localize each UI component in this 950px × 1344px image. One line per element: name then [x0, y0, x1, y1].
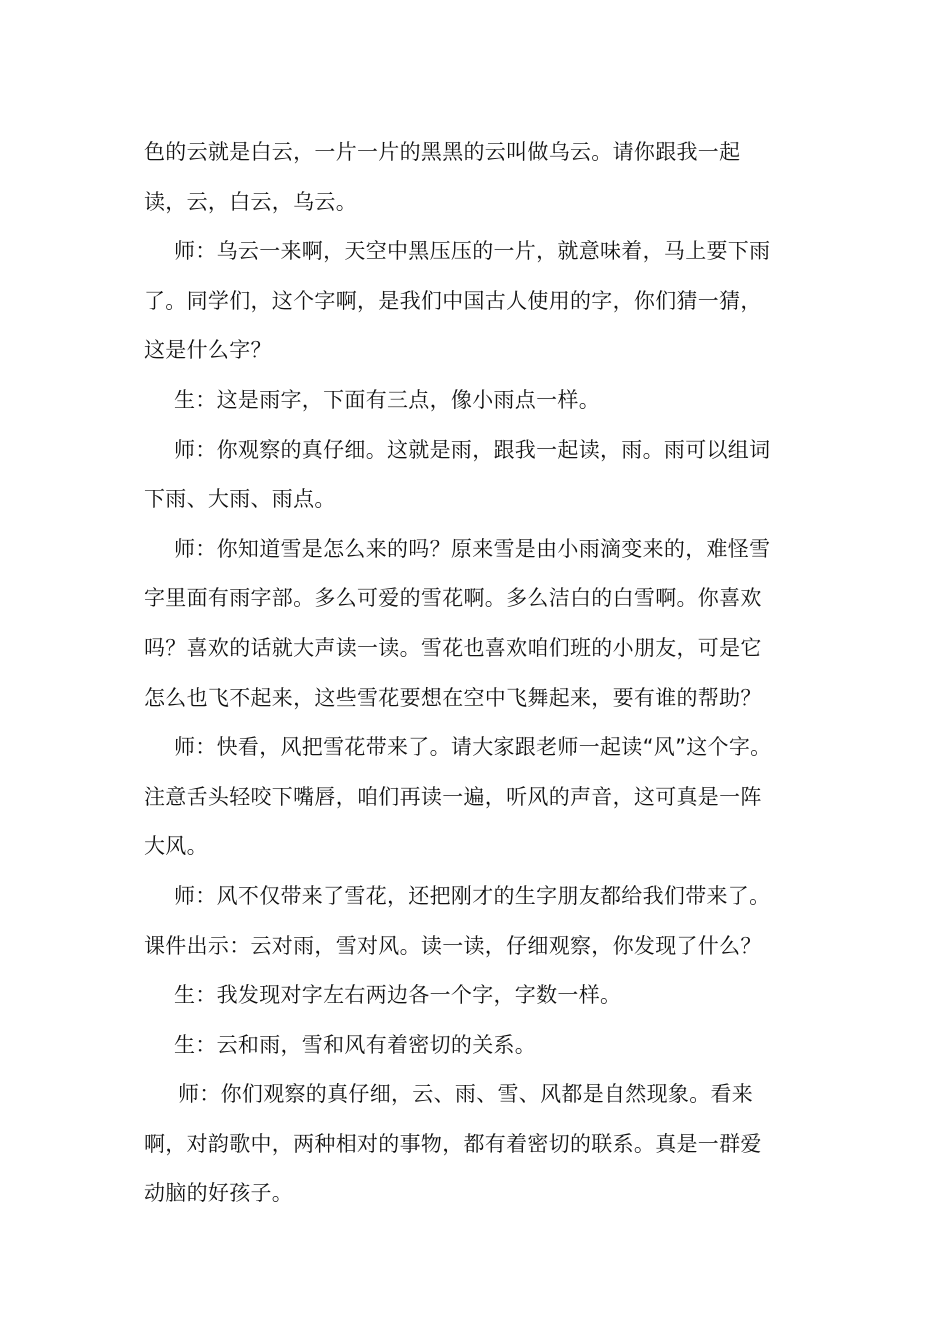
- text-line: 师：快看，风把雪花带来了。请大家跟老师一起读“风”这个字。: [174, 735, 772, 760]
- text-line: 课件出示：云对雨，雪对风。读一读，仔细观察，你发现了什么？: [144, 933, 762, 958]
- text-line: 这是什么字？: [144, 338, 272, 363]
- text-line: 生：我发现对字左右两边各一个字，字数一样。: [174, 983, 622, 1008]
- paragraph: [144, 376, 810, 426]
- text-line: 师：你观察的真仔细。这就是雨，跟我一起读，雨。雨可以组词: [174, 437, 771, 462]
- text-line: 师：你们观察的真仔细，云、雨、雪、风都是自然现象。看来: [178, 1082, 754, 1107]
- text-line: 下雨、大雨、雨点。: [144, 487, 336, 512]
- paragraph: [144, 227, 810, 376]
- document-body: [144, 128, 810, 1219]
- text-line: 大风。: [144, 834, 208, 859]
- text-line: 师：风不仅带来了雪花，还把刚才的生字朋友都给我们带来了。: [174, 883, 771, 908]
- paragraph: [144, 1070, 810, 1219]
- text-line: 怎么也飞不起来，这些雪花要想在空中飞舞起来，要有谁的帮助？: [144, 685, 762, 710]
- text-line: 动脑的好孩子。: [144, 1181, 294, 1206]
- text-line: 生：这是雨字，下面有三点，像小雨点一样。: [174, 387, 600, 412]
- text-line: 生：云和雨，雪和风有着密切的关系。: [174, 1032, 537, 1057]
- text-line: 师：你知道雪是怎么来的吗？原来雪是由小雨滴变来的，难怪雪: [174, 536, 771, 561]
- text-line: 色的云就是白云，一片一片的黑黑的云叫做乌云。请你跟我一起: [144, 140, 741, 164]
- paragraph: [144, 128, 810, 227]
- paragraph: [144, 426, 810, 525]
- text-line: 注意舌头轻咬下嘴唇，咱们再读一遍，听风的声音，这可真是一阵: [144, 784, 762, 809]
- paragraph: [144, 971, 810, 1021]
- paragraph: [144, 1021, 810, 1071]
- paragraph: [144, 872, 810, 971]
- text-line: 读，云，白云，乌云。: [144, 189, 357, 214]
- text-line: 师：乌云一来啊，天空中黑压压的一片，就意味着，马上要下雨: [174, 239, 771, 264]
- paragraph: [144, 525, 810, 723]
- paragraph: [144, 723, 810, 872]
- text-line: 了。同学们，这个字啊，是我们中国古人使用的字，你们猜一猜，: [144, 288, 762, 313]
- text-line: 吗？喜欢的话就大声读一读。雪花也喜欢咱们班的小朋友，可是它: [144, 635, 762, 660]
- text-line: 啊，对韵歌中，两种相对的事物，都有着密切的联系。真是一群爱: [144, 1131, 762, 1156]
- text-line: 字里面有雨字部。多么可爱的雪花啊。多么洁白的白雪啊。你喜欢: [144, 586, 762, 611]
